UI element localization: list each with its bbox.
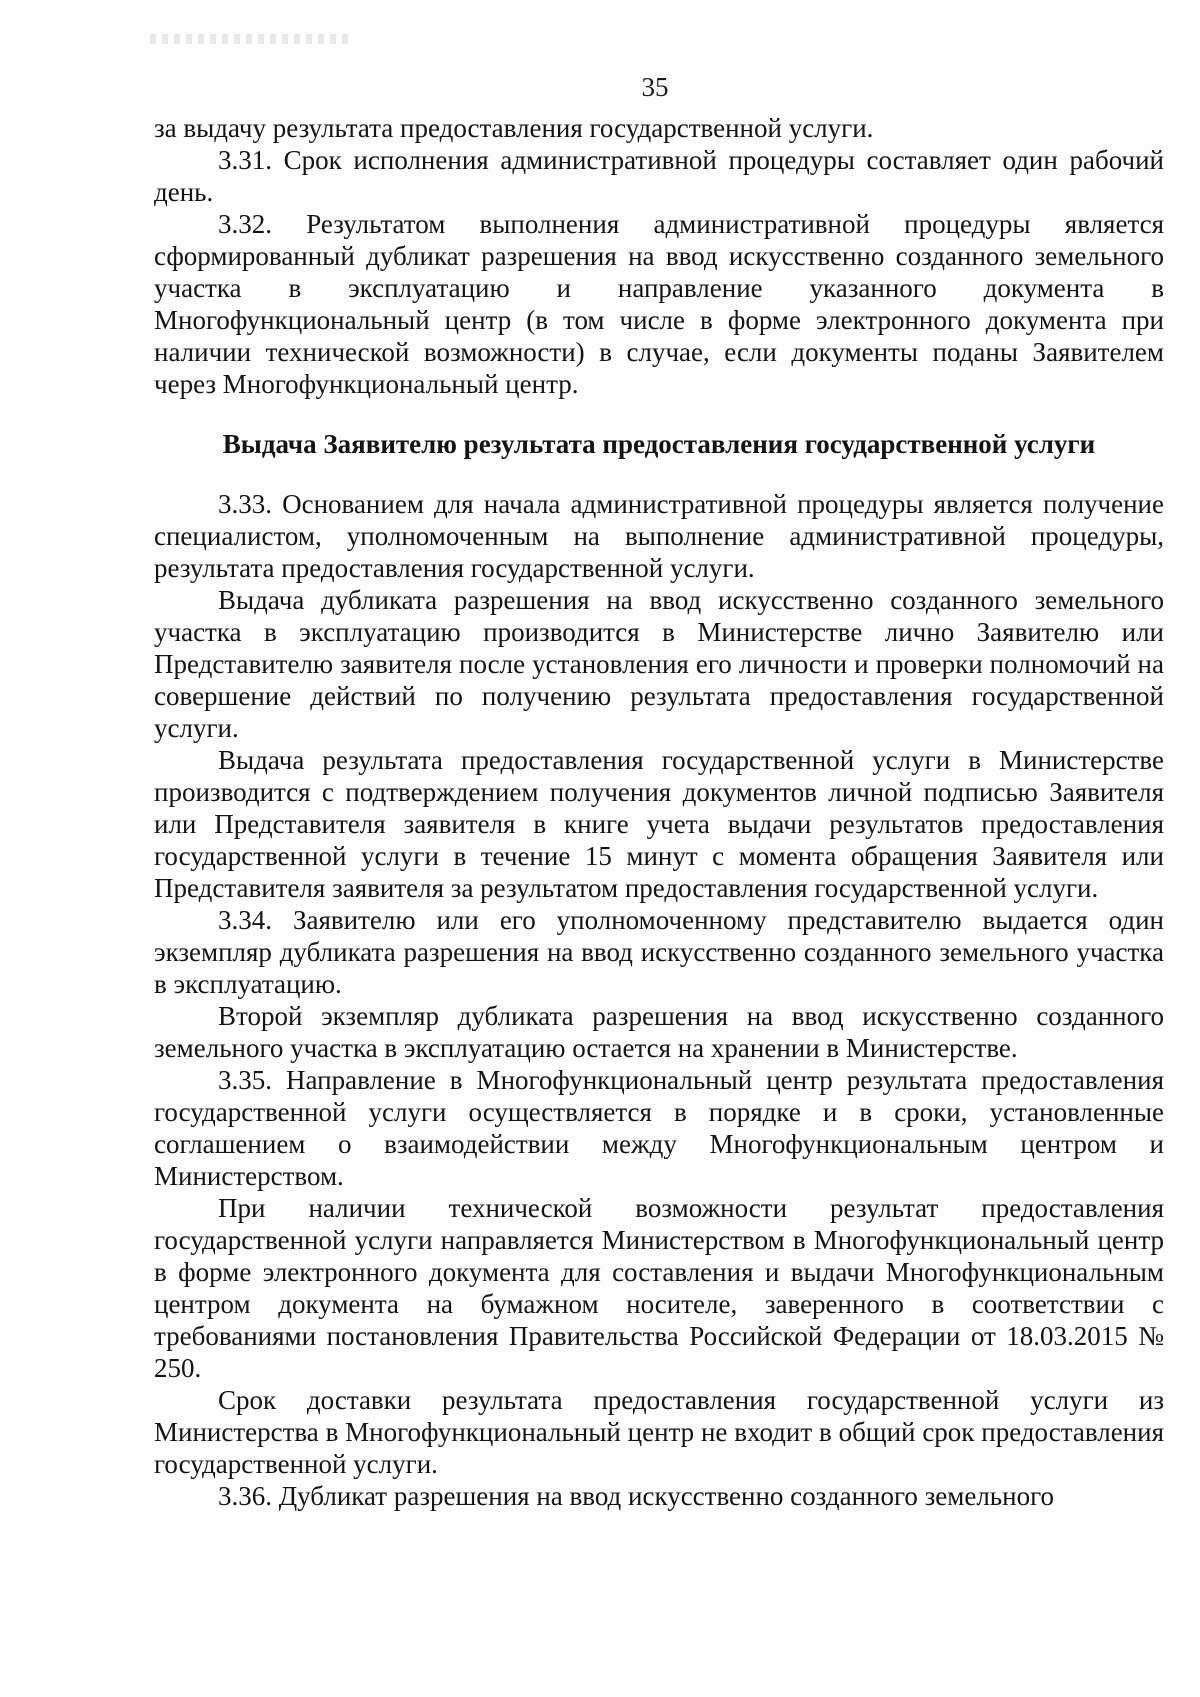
paragraph: 3.33. Основанием для начала административной процедуры является получение специалистом, уполномоченным на выполнение административной процедуры, результата предоставления государственной услуги. bbox=[154, 489, 1164, 583]
paragraph: Срок доставки результата предоставления государственной услуги из Министерства в Многофункциональный центр не входит в общий срок предоставления государственной услуги. bbox=[154, 1385, 1164, 1479]
paragraph: При наличии технической возможности результат предоставления государственной услуги направляется Министерством в Многофункциональный центр в форме электронного документа для составления и выдачи Многофункциональным центром документа на бумажном носителе, заверенного в соответствии с требованиями постановления Правительства Российской Федерации от 18.03.2015 № 250. bbox=[154, 1193, 1164, 1383]
paragraph: 3.35. Направление в Многофункциональный центр результата предоставления государственной услуги осуществляется в порядке и в сроки, установленные соглашением о взаимодействии между Многофункциональным центром и Министерством. bbox=[154, 1065, 1164, 1191]
section-heading: Выдача Заявителю результата предоставления государственной услуги bbox=[222, 429, 1096, 459]
paragraph: Выдача дубликата разрешения на ввод искусственно созданного земельного участка в эксплуатацию производится в Министерстве лично Заявителю или Представителю заявителя после установления его личности и проверки полномочий на совершение действий по получению результата предоставления государственной услуги. bbox=[154, 585, 1164, 743]
page-number: 35 bbox=[641, 72, 669, 102]
scan-artifact bbox=[150, 34, 350, 44]
paragraph: 3.34. Заявителю или его уполномоченному представителю выдается один экземпляр дубликата разрешения на ввод искусственно созданного земельного участка в эксплуатацию. bbox=[154, 905, 1164, 999]
paragraph: за выдачу результата предоставления государственной услуги. bbox=[154, 113, 874, 143]
document-body bbox=[154, 112, 1164, 1512]
paragraph: 3.31. Срок исполнения административной процедуры составляет один рабочий день. bbox=[154, 145, 1164, 207]
paragraph: Второй экземпляр дубликата разрешения на ввод искусственно созданного земельного участка в эксплуатацию остается на хранении в Министерстве. bbox=[154, 1001, 1164, 1063]
paragraph: 3.32. Результатом выполнения административной процедуры является сформированный дубликат разрешения на ввод искусственно созданного земельного участка в эксплуатацию и направление указанного документа в Многофункциональный центр (в том числе в форме электронного документа при наличии технической возможности) в случае, если документы поданы Заявителем через Многофункциональный центр. bbox=[154, 209, 1164, 399]
paragraph: Выдача результата предоставления государственной услуги в Министерстве производится с подтверждением получения документов личной подписью Заявителя или Представителя заявителя в книге учета выдачи результатов предоставления государственной услуги в течение 15 минут с момента обращения Заявителя или Представителя заявителя за результатом предоставления государственной услуги. bbox=[154, 745, 1164, 903]
paragraph: 3.36. Дубликат разрешения на ввод искусственно созданного земельного bbox=[218, 1481, 1054, 1511]
